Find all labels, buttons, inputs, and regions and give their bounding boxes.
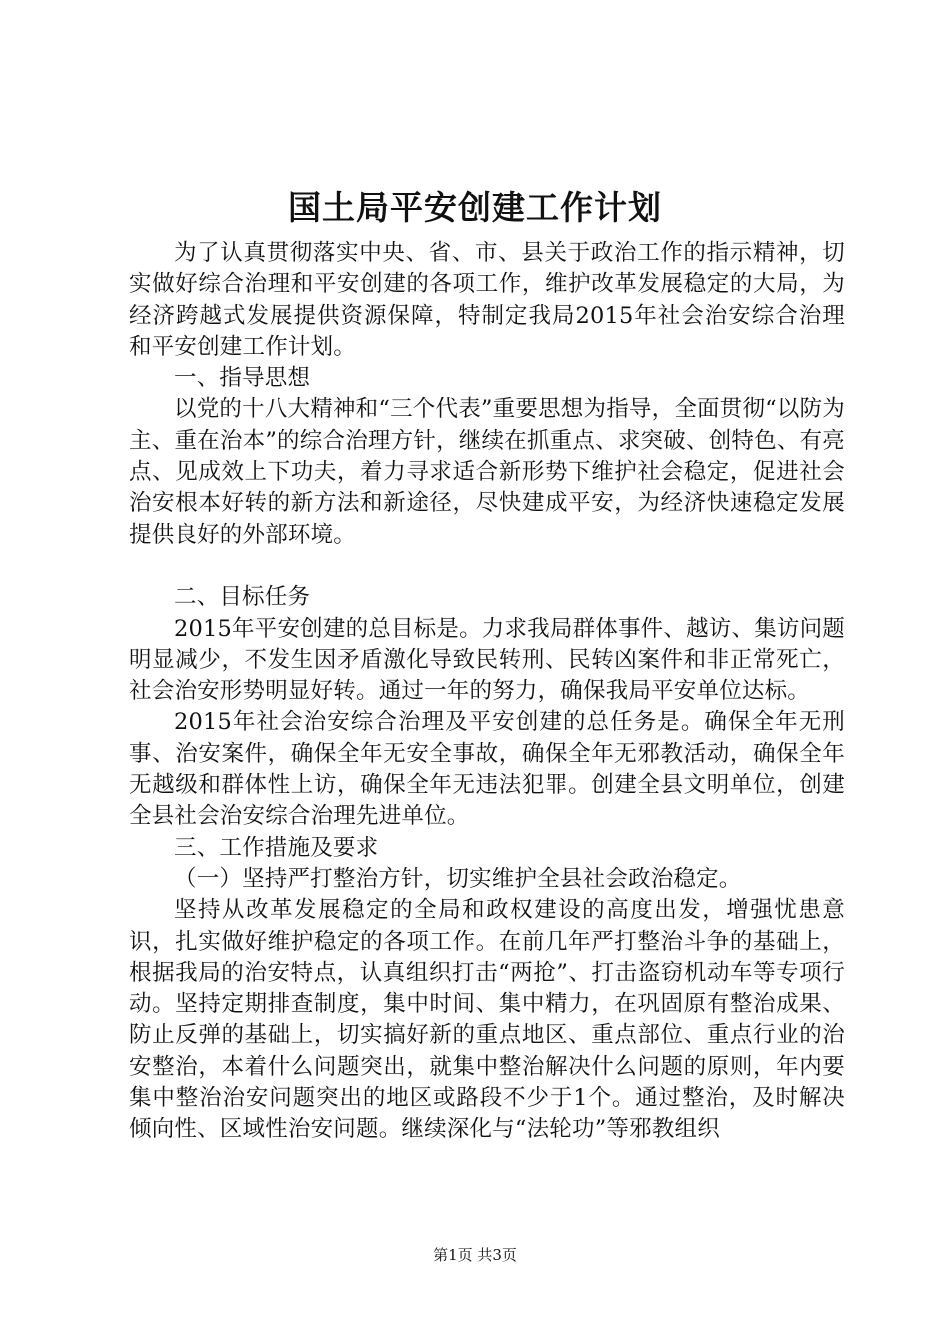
subsection-heading-1: （一）坚持严打整治方针，切实维护全县社会政治稳定。: [174, 865, 742, 892]
paragraph-measures-1: 坚持从改革发展稳定的全局和政权建设的高度出发，增强忧患意识，扎实做好维护稳定的各项工作。在前几年严打整治斗争的基础上，根据我局的治安特点，认真组织打击“两抢”、打击盗窃机动车等专项行动。坚持定期排查制度，集中时间、集中精力，在巩固原有整治成果、防止反弹的基础上，切实搞好新的重点地区、重点部位、重点行业的治安整治，本着什么问题突出，就集中整治解决什么问题的原则，年内要集中整治治安问题突出的地区或路段不少于1个。通过整治，及时解决倾向性、区域性治安问题。继续深化与“法轮功”等邪教组织: [129, 897, 845, 1143]
section-heading-goals: 二、目标任务: [174, 584, 311, 611]
section-heading-measures: 三、工作措施及要求: [174, 834, 379, 861]
paragraph-overall-task: 2015年社会治安综合治理及平安创建的总任务是。确保全年无刑事、治安案件，确保全年无安全事故，确保全年无邪教活动，确保全年无越级和群体性上访，确保全年无违法犯罪。创建全县文明单位，创建全县社会治安综合治理先进单位。: [129, 709, 845, 830]
paragraph-guiding-ideology: 以党的十八大精神和“三个代表”重要思想为指导，全面贯彻“以防为主、重在治本”的综合治理方针，继续在抓重点、求突破、创特色、有亮点、见成效上下功夫，着力寻求适合新形势下维护社会稳定，促进社会治安根本好转的新方法和新途径，尽快建成平安，为经济快速稳定发展提供良好的外部环境。: [129, 396, 845, 548]
document-title: 国土局平安创建工作计划: [288, 188, 662, 227]
blank-line: [129, 551, 845, 582]
paragraph-intro: 为了认真贯彻落实中央、省、市、县关于政治工作的指示精神，切实做好综合治理和平安创建的各项工作，维护改革发展稳定的大局，为经济跨越式发展提供资源保障，特制定我局2015年社会治安综合治理和平安创建工作计划。: [129, 240, 845, 360]
paragraph-overall-goal: 2015年平安创建的总目标是。力求我局群体事件、越访、集访问题明显减少，不发生因矛盾激化导致民转刑、民转凶案件和非正常死亡，社会治安形势明显好转。通过一年的努力，确保我局平安单位达标。: [129, 615, 845, 705]
page-footer: 第1页 共3页: [433, 1246, 517, 1264]
document-body: [129, 238, 845, 1146]
section-heading-guiding-ideology: 一、指导思想: [174, 365, 311, 392]
